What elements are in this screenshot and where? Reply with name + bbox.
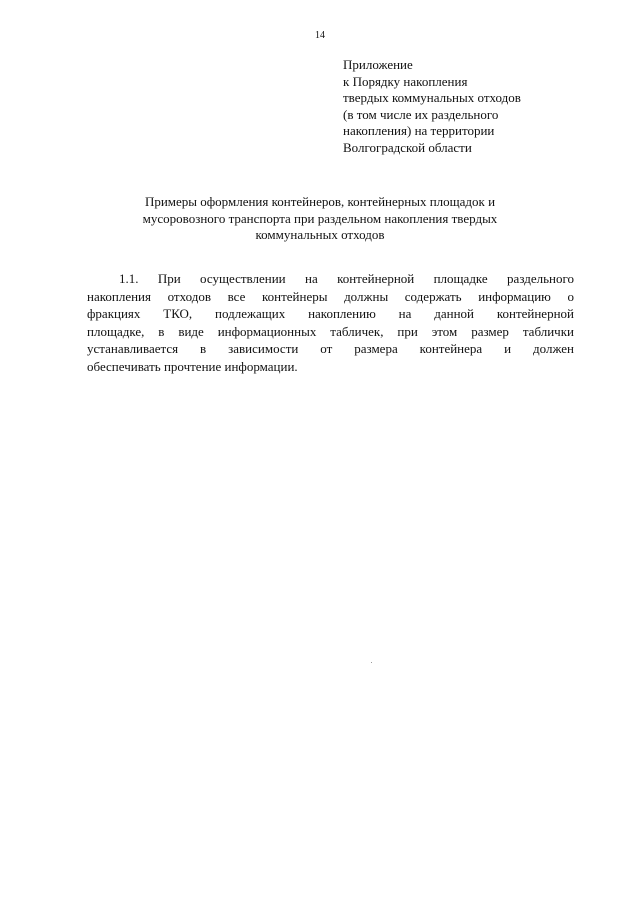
appendix-header: [343, 57, 603, 156]
document-title: [60, 194, 580, 244]
appendix-line: накопления) на территории: [343, 123, 495, 138]
appendix-line: Волгоградской области: [343, 139, 472, 155]
paragraph-line: 1.1. При осуществлении на контейнерной площадке раздельного: [119, 271, 574, 286]
paragraph-line: фракциях ТКО, подлежащих накоплению на данной контейнерной: [87, 306, 574, 322]
paragraph-line: накопления отходов все контейнеры должны содержать информацию о: [87, 288, 574, 304]
scan-speck: [371, 662, 372, 663]
title-line: коммунальных отходов: [255, 227, 385, 242]
page-number: 14: [315, 30, 325, 41]
body-paragraph: [87, 270, 574, 376]
paragraph-line: устанавливается в зависимости от размера контейнера и должен: [87, 341, 574, 357]
paragraph-line: обеспечивать прочтение информации.: [87, 358, 298, 374]
title-line: Примеры оформления контейнеров, контейнерных площадок и: [144, 194, 496, 209]
appendix-line: твердых коммунальных отходов: [343, 90, 521, 105]
appendix-line: к Порядку накопления: [343, 73, 468, 89]
paragraph-line: площадке, в виде информационных табличек, при этом размер таблички: [87, 323, 574, 339]
title-line: мусоровозного транспорта при раздельном накопления твердых: [142, 210, 498, 226]
appendix-line: Приложение: [343, 57, 413, 72]
appendix-line: (в том числе их раздельного: [343, 106, 499, 122]
